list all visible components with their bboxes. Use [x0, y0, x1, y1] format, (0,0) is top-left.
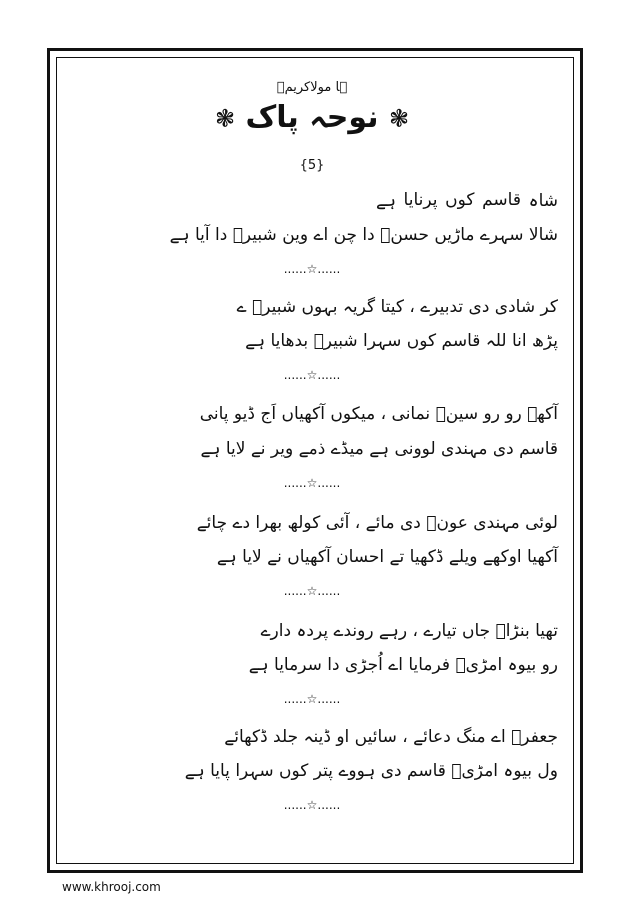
word: قاسم [482, 190, 521, 210]
footer-url[interactable]: www.khrooj.com [62, 880, 161, 894]
stanza-line-1: کر شادی دی تدبیرے ، کیتا گریہ بہوں شبیرؑ ے [236, 297, 558, 317]
stanza-line-1 [66, 190, 558, 211]
stanza-line-1: تھیا بنڑاؑ جاں تیارے ، رہے روندے پردہ دارے [260, 621, 558, 641]
word: شاہ [528, 191, 558, 211]
ornament-left-icon: ❃ [214, 104, 236, 133]
separator: ......☆...... [283, 476, 341, 490]
stanza-line-2: آکھیا اوکھے ویلے ڈکھیا تے احسان آکھیاں نے لایا ہے [216, 547, 558, 567]
ornament-right-icon: ❃ [388, 104, 410, 133]
separator: ......☆...... [283, 798, 341, 812]
word: ہے [376, 191, 396, 211]
header-subtitle: ہا مولاکریمؑ [276, 80, 348, 95]
stanza-line-1: آکھے رو رو سینؑ نمانی ، میکوں آکھیاں اَج ڈیو پانی [199, 404, 558, 424]
stanza-line-2: رو بیوہ امڑیؑ فرمایا اے اُجڑی دا سرمایا ہے [248, 655, 558, 675]
separator: ......☆...... [283, 692, 341, 706]
word: کوں [445, 190, 475, 210]
stanza-line-1: جعفرؑ اے منگ دعائے ، سائیں او ڈینہ جلد ڈکھائے [224, 727, 558, 747]
separator: ......☆...... [283, 584, 341, 598]
stanza-line-2: شالا سہرے ماڑیں حسنؑ دا چن اے وین شبیرؑ دا آیا ہے [169, 225, 558, 245]
stanza-line-2: پڑھ انا للہ قاسم کوں سہرا شبیرؑ بدھایا ہے [245, 331, 558, 351]
page-title [0, 100, 624, 135]
title-text: نوحہ پاک [245, 100, 379, 135]
stanza-line-1: لوئی مہندی عونؑ دی مائے ، آئی کولھ بھرا دے چائے [196, 513, 558, 533]
word: پرنایا [403, 190, 438, 210]
poem-number: {5} [299, 158, 325, 173]
separator: ......☆...... [283, 262, 341, 276]
stanza-line-2: قاسم دی مہندی لوونی ہے میڈے ذمے ویر نے لایا ہے [200, 439, 558, 459]
separator: ......☆...... [283, 368, 341, 382]
stanza-line-2: ول بیوہ امڑیؑ قاسم دی ہووے پتر کوں سہرا پایا ہے [184, 761, 558, 781]
